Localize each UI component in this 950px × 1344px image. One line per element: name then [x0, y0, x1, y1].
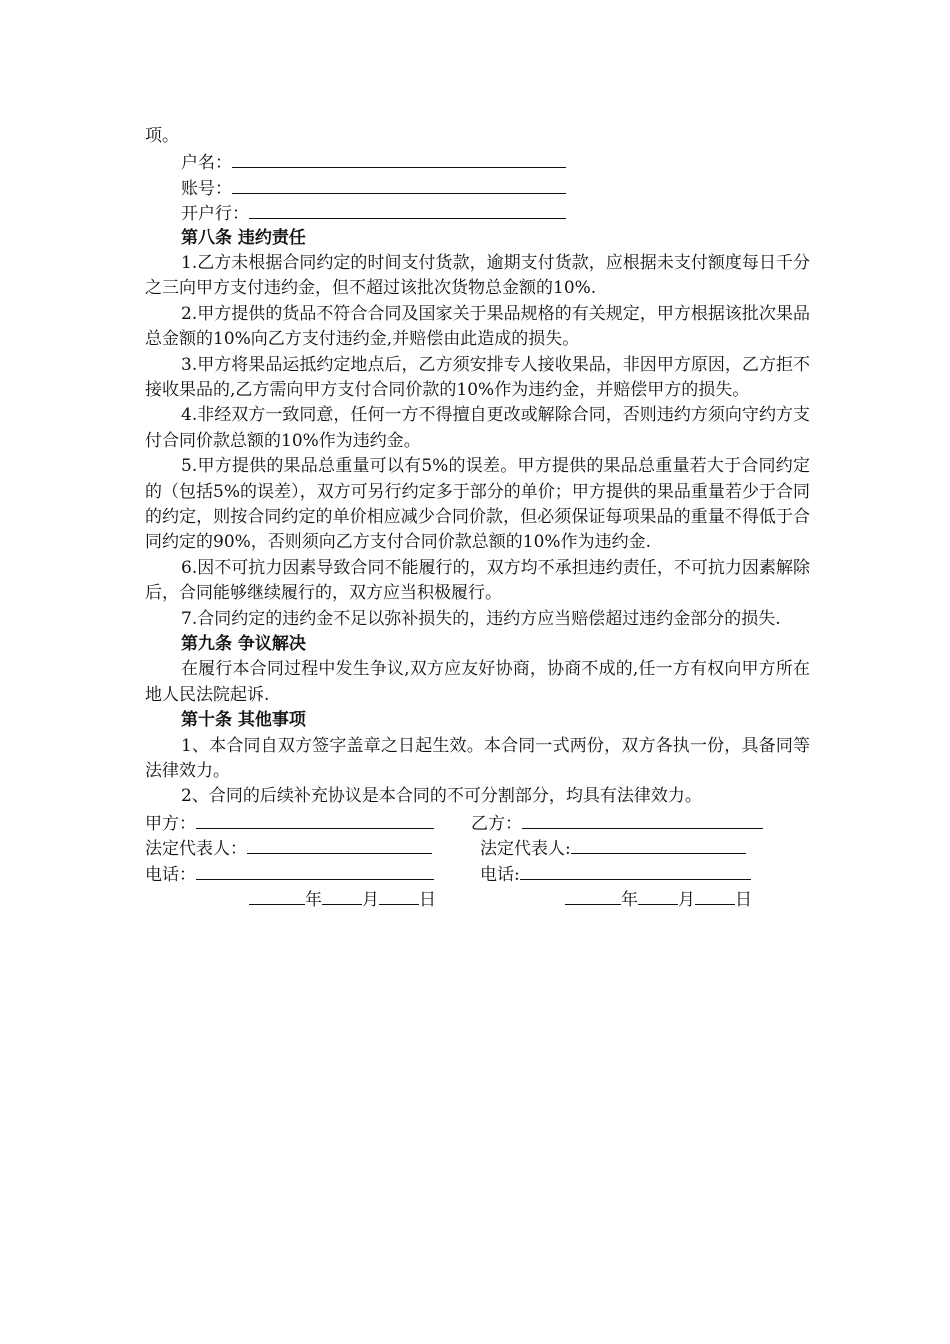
- party-a-rep-blank[interactable]: [247, 835, 432, 854]
- party-b-rep-field: [480, 835, 746, 862]
- contract-body: [145, 124, 810, 911]
- party-b-day-blank[interactable]: [695, 886, 735, 905]
- section-10-title: 第十条 其他事项: [181, 710, 306, 731]
- party-b-label: 乙方：: [471, 813, 522, 834]
- party-b-phone-field: [480, 861, 751, 888]
- section-8-item-3: 3.甲方将果品运抵约定地点后，乙方须安排专人接收果品，非因甲方原因，乙方拒不接收果品的,乙方需向甲方支付合同价款的10%作为违约金，并赔偿甲方的损失。: [145, 354, 810, 400]
- section-9-title: 第九条 争议解决: [181, 634, 306, 655]
- party-a-year-blank[interactable]: [249, 886, 305, 905]
- party-b-month-blank[interactable]: [638, 886, 678, 905]
- party-a-day-label: 日: [419, 890, 436, 911]
- party-b-year-blank[interactable]: [565, 886, 621, 905]
- party-a-rep-field: [145, 835, 432, 862]
- party-a-day-blank[interactable]: [379, 886, 419, 905]
- section-8-item-5: 5.甲方提供的果品总重量可以有5%的误差。甲方提供的果品总重量若大于合同约定的（包括5%的误差），双方可另行约定多于部分的单价；甲方提供的果品重量若少于合同的约定，则按合同约定的单价相应减少合同价款，但必须保证每项果品的重量不得低于合同约定的90%，否则须向乙方支付合同价款总额的10%作为违约金.: [145, 456, 810, 553]
- bank-field: [145, 200, 810, 225]
- party-a-phone-label: 电话：: [145, 864, 196, 885]
- signature-row-rep: [145, 835, 810, 860]
- party-a-rep-label: 法定代表人：: [145, 839, 247, 860]
- party-b-rep-blank[interactable]: [571, 835, 746, 854]
- party-b-day-label: 日: [735, 890, 752, 911]
- party-b-year-label: 年: [621, 890, 638, 911]
- section-9-text: 在履行本合同过程中发生争议,双方应友好协商，协商不成的,任一方有权向甲方所在地人民法院起诉.: [145, 659, 810, 705]
- account-name-blank[interactable]: [232, 149, 566, 168]
- account-number-blank[interactable]: [232, 175, 566, 194]
- party-b-date: [565, 886, 752, 913]
- party-b-rep-label: 法定代表人:: [480, 839, 571, 860]
- account-number-field: [145, 175, 810, 200]
- party-b-phone-blank[interactable]: [520, 861, 751, 880]
- party-a-month-blank[interactable]: [322, 886, 362, 905]
- party-b-blank[interactable]: [522, 810, 763, 829]
- section-8-item-4: 4.非经双方一致同意，任何一方不得擅自更改或解除合同，否则违约方须向守约方支付合同价款总额的10%作为违约金。: [145, 405, 810, 451]
- bank-label: 开户行：: [181, 204, 249, 225]
- continued-fragment: 项。: [145, 126, 179, 146]
- party-a-year-label: 年: [305, 890, 322, 911]
- section-8-item-2: 2.甲方提供的货品不符合合同及国家关于果品规格的有关规定，甲方根据该批次果品总金额的10%向乙方支付违约金,并赔偿由此造成的损失。: [145, 303, 810, 350]
- party-a-label: 甲方：: [145, 813, 196, 834]
- party-a-phone-field: [145, 861, 434, 888]
- signature-row-name: [145, 810, 810, 835]
- section-8-item-6: 6.因不可抗力因素导致合同不能履行的，双方均不承担违约责任，不可抗力因素解除后，合同能够继续履行的，双方应当积极履行。: [145, 557, 810, 604]
- section-10-item-2: 2、合同的后续补充协议是本合同的不可分割部分，均具有法律效力。: [181, 786, 702, 807]
- section-8-item-1: 1.乙方未根据合同约定的时间支付货款，逾期支付货款，应根据未支付额度每日千分之三向甲方支付违约金，但不超过该批次货物总金额的10%.: [145, 252, 810, 299]
- party-a-phone-blank[interactable]: [196, 861, 434, 880]
- party-a-date: [249, 886, 436, 913]
- party-b-month-label: 月: [678, 890, 695, 911]
- party-a-blank[interactable]: [196, 810, 434, 829]
- party-a-field: [145, 810, 434, 837]
- party-b-phone-label: 电话:: [480, 864, 520, 885]
- bank-blank[interactable]: [249, 200, 566, 219]
- account-number-label: 账号：: [181, 178, 232, 199]
- party-a-month-label: 月: [362, 890, 379, 911]
- section-8-title: 第八条 违约责任: [181, 227, 306, 248]
- account-name-field: [145, 149, 810, 174]
- section-10-item-1: 1、本合同自双方签字盖章之日起生效。本合同一式两份，双方各执一份，具备同等法律效力。: [145, 735, 810, 782]
- party-b-field: [471, 810, 763, 837]
- account-name-label: 户名：: [181, 153, 232, 174]
- signature-row-phone: [145, 861, 810, 886]
- signature-row-date: [145, 886, 810, 911]
- section-8-item-7: 7.合同约定的违约金不足以弥补损失的，违约方应当赔偿超过违约金部分的损失.: [181, 608, 781, 629]
